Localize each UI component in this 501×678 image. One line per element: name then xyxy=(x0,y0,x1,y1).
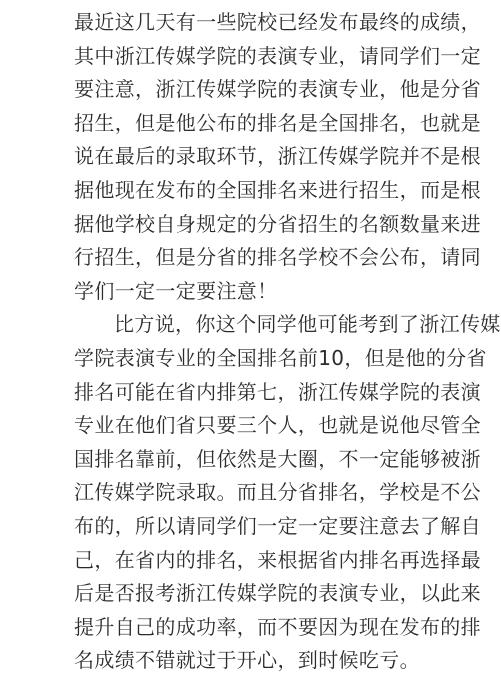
text-line: 学院表演专业的全国排名前10，但是他的分省 xyxy=(74,345,487,370)
text-line: 招生，但是他公布的排名是全国排名，也就是 xyxy=(74,110,481,135)
text-line: 名成绩不错就过于开心，到时候吃亏。 xyxy=(74,648,420,673)
text-line: 说在最后的录取环节，浙江传媒学院并不是根 xyxy=(74,144,481,169)
text-line: 己，在省内的排名，来根据省内排名再选择最 xyxy=(74,547,481,572)
paragraph-1 xyxy=(74,6,481,308)
text-line: 据他现在发布的全国排名来进行招生，而是根 xyxy=(74,177,481,202)
text-line: 比方说，你这个同学他可能考到了浙江传媒 xyxy=(114,312,501,337)
text-line: 行招生，但是分省的排名学校不会公布，请同 xyxy=(74,245,481,270)
text-line: 专业在他们省只要三个人，也就是说他尽管全 xyxy=(74,413,481,438)
text-line: 提升自己的成功率，而不要因为现在发布的排 xyxy=(74,614,481,639)
text-line: 据他学校自身规定的分省招生的名额数量来进 xyxy=(74,211,481,236)
text-line: 最近这几天有一些院校已经发布最终的成绩， xyxy=(74,10,481,34)
paragraph-2 xyxy=(74,308,501,678)
text-line: 后是否报考浙江传媒学院的表演专业，以此来 xyxy=(74,581,481,606)
text-line: 其中浙江传媒学院的表演专业，请同学们一定 xyxy=(74,43,481,68)
text-line: 要注意，浙江传媒学院的表演专业，他是分省 xyxy=(74,77,481,102)
text-line: 排名可能在省内排第七，浙江传媒学院的表演 xyxy=(74,379,481,404)
text-line: 江传媒学院录取。而且分省排名，学校是不公 xyxy=(74,480,481,505)
text-line: 国排名靠前，但依然是大圈，不一定能够被浙 xyxy=(74,446,481,471)
text-line: 学们一定一定要注意！ xyxy=(74,278,278,303)
text-line: 布的，所以请同学们一定一定要注意去了解自 xyxy=(74,513,481,538)
